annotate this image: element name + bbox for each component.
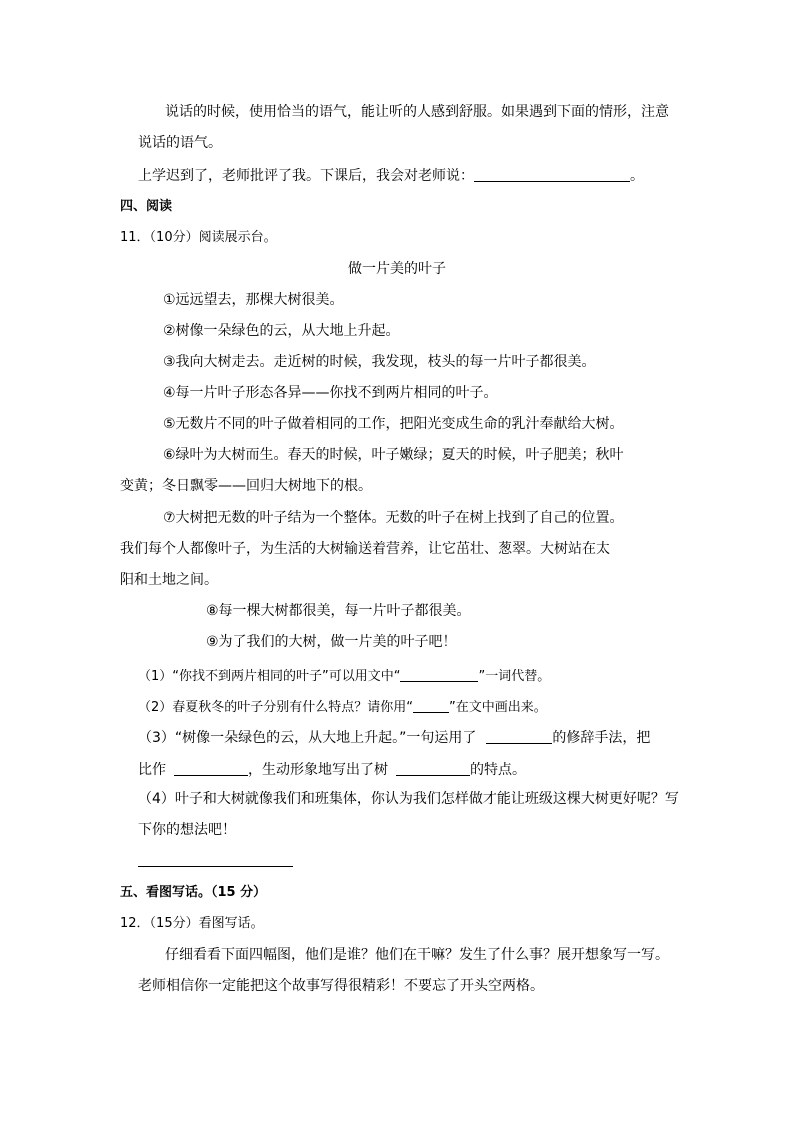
sub-question-2-blank[interactable] (413, 698, 449, 713)
passage-para-2: ②树像一朵绿色的云，从大地上升起。 (163, 323, 400, 339)
intro-line-2: 说话的语气。 (138, 135, 222, 151)
passage-title: 做一片美的叶子 (348, 261, 446, 277)
passage-para-3: ③我向大树走去。走近树的时候，我发现，枝头的每一片叶子都很美。 (163, 354, 596, 370)
sub-question-4-line-2: 下你的想法吧！ (138, 822, 236, 838)
sub-question-4-answer-line[interactable] (138, 866, 293, 867)
section-4-heading: 四、阅读 (120, 199, 173, 214)
passage-para-1: ①远远望去，那棵大树很美。 (163, 292, 344, 308)
passage-para-4: ④每一片叶子形态各异——你找不到两片相同的叶子。 (163, 385, 498, 401)
passage-para-6-line-1: ⑥绿叶为大树而生。春天的时候，叶子嫩绿；夏天的时候，叶子肥美；秋叶 (163, 447, 624, 463)
sub-question-3-line-2: 比作 ，生动形象地写出了树 的特点。 (138, 762, 526, 778)
sub-question-3-line-1: （3）“树像一朵绿色的云，从大地上升起。”一句运用了 的修辞手法，把 (138, 730, 651, 746)
passage-para-7-line-2: 我们每个人都像叶子，为生活的大树输送着营养，让它茁壮、葱翠。大树站在太 (120, 541, 610, 557)
question-11-label: 11．（10分）阅读展示台。 (120, 230, 277, 245)
sub-question-3-blank-3[interactable] (396, 761, 470, 776)
passage-para-8: ⑧每一棵大树都很美，每一片叶子都很美。 (206, 603, 471, 619)
sub-question-3-blank-1[interactable] (486, 729, 552, 744)
sub-question-1-blank[interactable] (400, 667, 478, 682)
passage-para-7-line-1: ⑦大树把无数的叶子结为一个整体。无数的叶子在树上找到了自己的位置。 (163, 510, 624, 526)
sub-question-2: （2）春夏秋冬的叶子分别有什么特点？请你用“ ”在文中画出来。 (138, 700, 547, 715)
passage-para-5: ⑤无数片不同的叶子做着相同的工作，把阳光变成生命的乳汁奉献给大树。 (163, 416, 624, 432)
intro-line-1: 说话的时候，使用恰当的语气，能让听的人感到舒服。如果遇到下面的情形，注意 (165, 104, 669, 120)
section-5-heading: 五、看图写话。（15 分） (120, 885, 267, 900)
scenario-prefix: 上学迟到了，老师批评了我。下课后，我会对老师说： (138, 168, 474, 184)
scenario-suffix: 。 (630, 168, 644, 184)
sub-question-1: （1）“你找不到两片相同的叶子”可以用文中“ ”一词代替。 (138, 669, 551, 684)
question-12-line-2: 老师相信你一定能把这个故事写得很精彩！不要忘了开头空两格。 (138, 978, 544, 994)
sub-question-3-blank-2[interactable] (174, 761, 248, 776)
scenario-answer-blank[interactable] (474, 167, 630, 182)
intro-scenario (138, 167, 644, 183)
question-12-line-1: 仔细看看下面四幅图，他们是谁？他们在干嘛？发生了什么事？展开想象写一写。 (165, 947, 669, 963)
passage-para-7-line-3: 阳和土地之间。 (120, 572, 218, 588)
question-12-label: 12．（15分）看图写话。 (120, 916, 264, 931)
sub-question-4-line-1: （4）叶子和大树就像我们和班集体，你认为我们怎样做才能让班级这棵大树更好呢？写 (138, 791, 679, 807)
passage-para-9: ⑨为了我们的大树，做一片美的叶子吧！ (206, 634, 457, 650)
passage-para-6-line-2: 变黄；冬日飘零——回归大树地下的根。 (120, 478, 372, 494)
